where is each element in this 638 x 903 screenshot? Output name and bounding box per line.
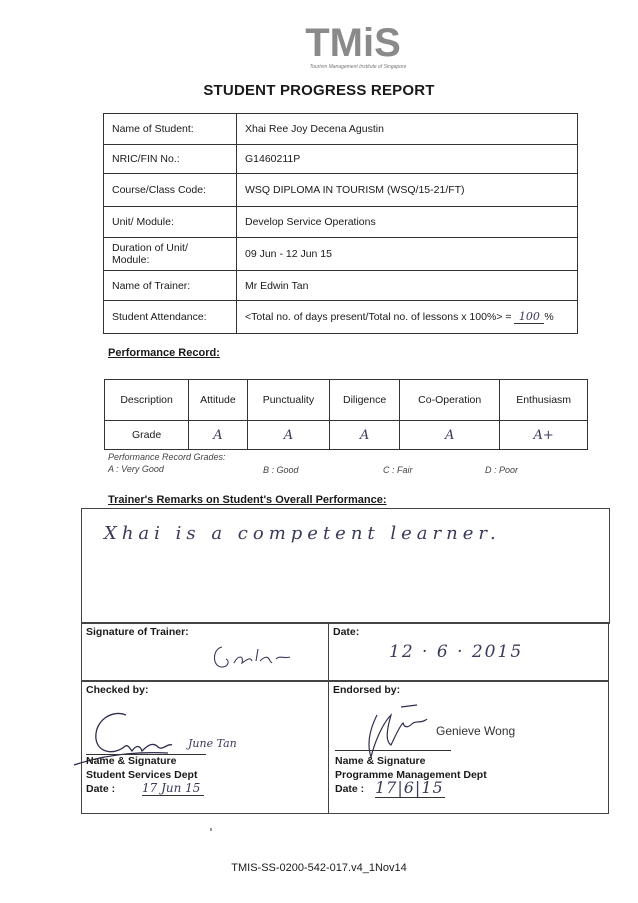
- grade-row-label: Grade: [105, 421, 189, 450]
- trainer-date-value: 12 · 6 · 2015: [389, 642, 524, 662]
- endorsed-name-signature-label: Name & Signature: [335, 755, 426, 767]
- remarks-heading: Trainer's Remarks on Student's Overall Performance:: [108, 494, 387, 506]
- attendance-suffix: %: [544, 311, 554, 323]
- info-row: [104, 207, 578, 238]
- scan-speck: [210, 828, 212, 831]
- info-label: Name of Trainer:: [104, 271, 237, 301]
- checked-date-value: 17 Jun 15: [142, 781, 204, 796]
- info-row: [104, 114, 578, 145]
- tmis-logo: [288, 22, 418, 62]
- remarks-box: [81, 508, 610, 624]
- info-label: Duration of Unit/ Module:: [104, 238, 237, 271]
- endorsed-date-label: Date :: [335, 783, 365, 795]
- performance-heading: Performance Record:: [108, 347, 220, 359]
- logo-subtitle: Tourism Management Institute of Singapore: [309, 64, 407, 70]
- form-code-footer: TMIS-SS-0200-542-017.v4_1Nov14: [231, 862, 407, 874]
- col-description: Description: [105, 380, 189, 421]
- info-label: Course/Class Code:: [104, 174, 237, 207]
- page-title: STUDENT PROGRESS REPORT: [203, 82, 435, 99]
- endorsed-date-value: 17|6|15: [375, 778, 444, 797]
- grade-row: [105, 421, 588, 450]
- grade-punctuality: A: [247, 421, 329, 450]
- col-diligence: Diligence: [330, 380, 400, 421]
- trainer-signature-label: Signature of Trainer:: [86, 626, 189, 638]
- checked-signer-name: June Tan: [188, 737, 237, 750]
- grade-co-operation: A: [400, 421, 500, 450]
- info-row: [104, 145, 578, 174]
- checked-dept-label: Student Services Dept: [86, 769, 198, 781]
- endorsed-signature-line: [335, 750, 451, 751]
- performance-table: [104, 379, 588, 450]
- info-label: Name of Student:: [104, 114, 237, 145]
- checked-label: Checked by:: [86, 684, 149, 696]
- col-punctuality: Punctuality: [247, 380, 329, 421]
- legend-title: Performance Record Grades:: [108, 452, 226, 462]
- info-value: Develop Service Operations: [237, 207, 578, 238]
- col-attitude: Attitude: [189, 380, 248, 421]
- checked-date-label: Date :: [86, 783, 116, 795]
- info-value: Xhai Ree Joy Decena Agustin: [237, 114, 578, 145]
- svg-text:TMiS: TMiS: [305, 22, 401, 62]
- col-co-operation: Co-Operation: [400, 380, 500, 421]
- info-label: NRIC/FIN No.:: [104, 145, 237, 174]
- checked-box: [81, 680, 329, 814]
- attendance-formula: <Total no. of days present/Total no. of lessons x 100%> =: [245, 311, 512, 323]
- student-info-table: [103, 113, 578, 334]
- info-value: G1460211P: [237, 145, 578, 174]
- legend-b: B : Good: [263, 465, 299, 475]
- trainer-signature-scribble: [208, 637, 298, 677]
- col-enthusiasm: Enthusiasm: [500, 380, 588, 421]
- legend-c: C : Fair: [383, 465, 413, 475]
- endorsed-box: [327, 680, 609, 814]
- info-label: Unit/ Module:: [104, 207, 237, 238]
- info-row: [104, 174, 578, 207]
- legend-a: A : Very Good: [108, 464, 164, 474]
- endorsed-label: Endorsed by:: [333, 684, 401, 696]
- trainer-signature-box: [81, 622, 329, 682]
- endorsed-signer-name: Genieve Wong: [436, 724, 516, 738]
- legend-d: D : Poor: [485, 465, 519, 475]
- info-value: WSQ DIPLOMA IN TOURISM (WSQ/15-21/FT): [237, 174, 578, 207]
- info-row: [104, 271, 578, 301]
- grade-diligence: A: [330, 421, 400, 450]
- grade-attitude: A: [189, 421, 248, 450]
- attendance-label: Student Attendance:: [104, 301, 237, 334]
- grade-enthusiasm: A+: [500, 421, 588, 450]
- info-row: [104, 238, 578, 271]
- attendance-row: [104, 301, 578, 334]
- trainer-date-label: Date:: [333, 626, 360, 638]
- attendance-value-cell: [237, 301, 578, 334]
- endorsed-dept-label: Programme Management Dept: [335, 769, 487, 781]
- attendance-percent: 100: [514, 310, 544, 324]
- performance-header-row: [105, 380, 588, 421]
- remarks-text: Xhai is a competent learner.: [104, 523, 501, 544]
- info-value: 09 Jun - 12 Jun 15: [237, 238, 578, 271]
- checked-name-signature-label: Name & Signature: [86, 755, 177, 767]
- info-value: Mr Edwin Tan: [237, 271, 578, 301]
- trainer-date-box: [327, 622, 609, 682]
